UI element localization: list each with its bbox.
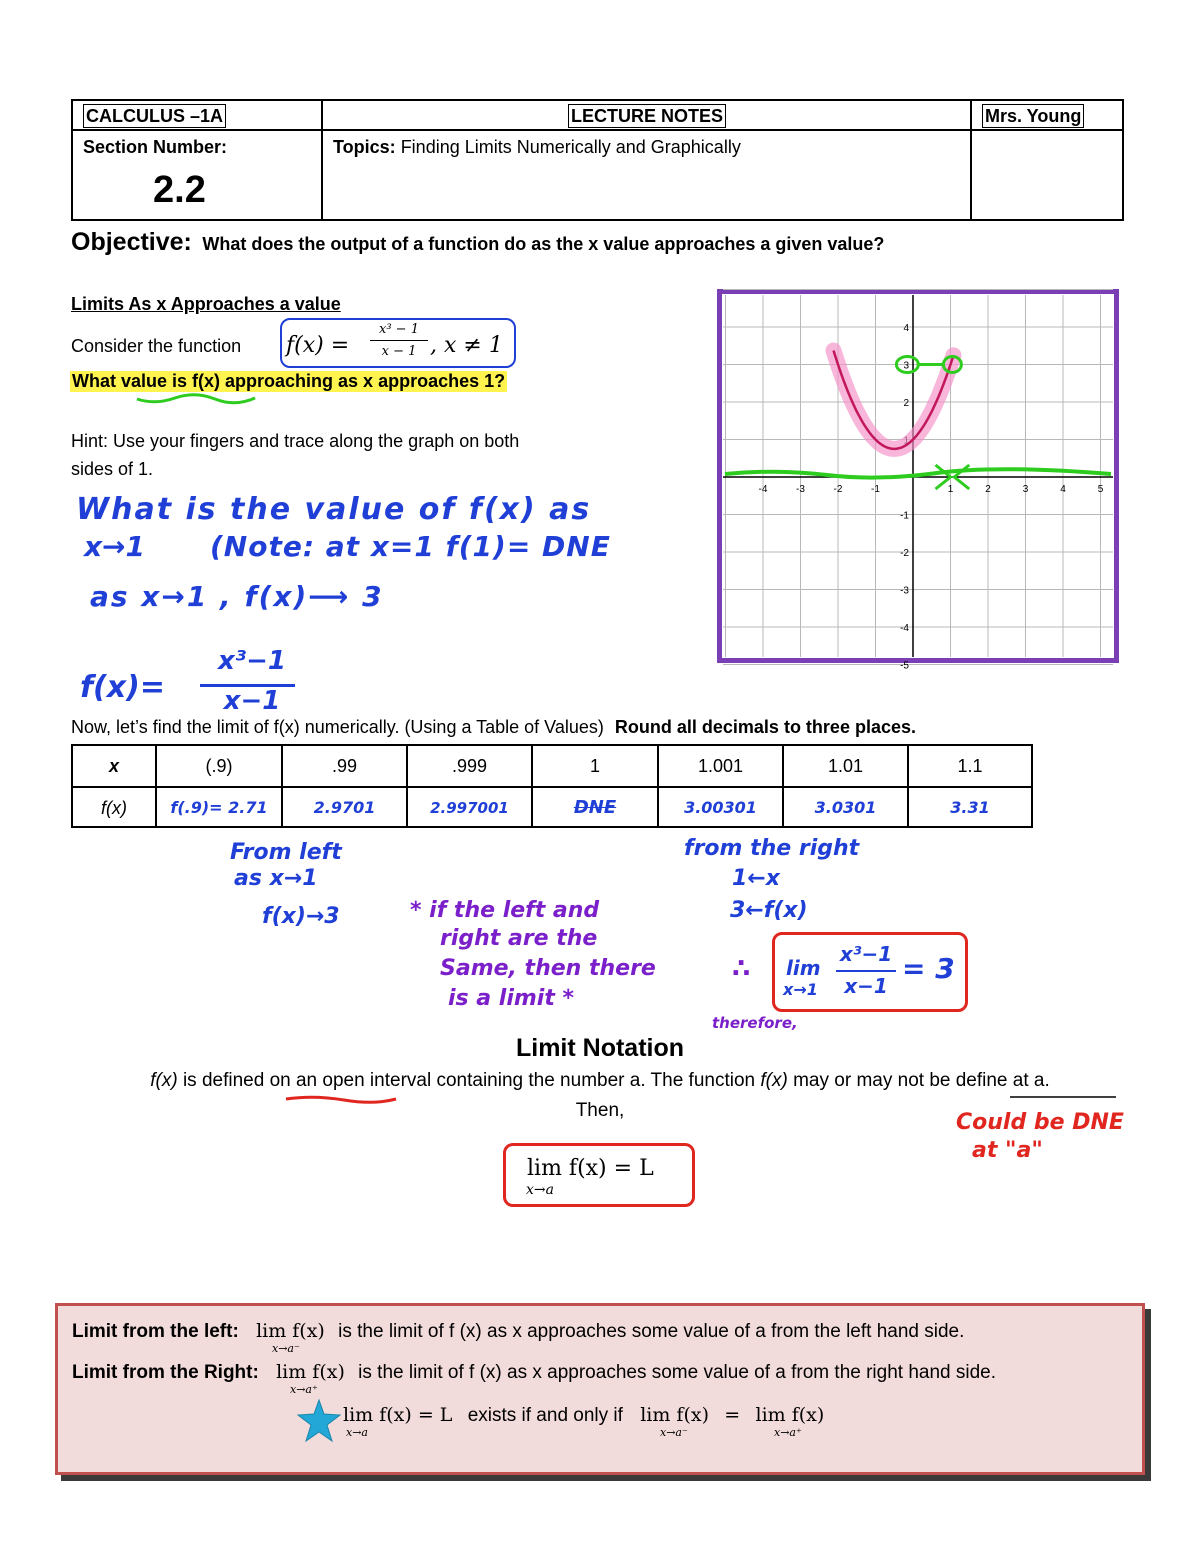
hw-fx-numerator: x³−1 <box>217 646 287 676</box>
summary-exists-text: exists if and only if <box>467 1405 623 1426</box>
header-cell-course <box>73 101 323 219</box>
summary-exists-expr: lim f(x) = L <box>343 1404 453 1426</box>
y-tick-label: 4 <box>903 323 909 334</box>
table-of-values <box>71 744 1033 828</box>
table-cell-x-6: 1.01 <box>784 746 909 786</box>
topics-text: Finding Limits Numerically and Graphically <box>400 137 741 157</box>
summary-right-text: is the limit of f (x) as x approaches some value of a from the right hand side. <box>358 1362 997 1383</box>
x-tick-label: 5 <box>1097 484 1104 495</box>
table-header-x: x <box>73 746 157 786</box>
hw-boxed-lim: lim <box>786 956 821 980</box>
y-tick-label: 2 <box>903 398 909 409</box>
objective <box>71 228 884 257</box>
function-fraction-bar <box>370 340 428 341</box>
summary-right-sub: x→a⁺ <box>290 1383 318 1396</box>
hint-line-1: Hint: Use your fingers and trace along the graph on both <box>71 431 520 451</box>
table-cell-fx-2: 2.9701 <box>283 788 408 828</box>
summary-left-text: is the limit of f (x) as x approaches some value of a from the left hand side. <box>338 1321 965 1342</box>
summary-left-label: Limit from the left: <box>72 1321 239 1342</box>
hw-question-line1: What is the value of f(x) as <box>76 492 592 527</box>
table-cell-x-3: .999 <box>408 746 533 786</box>
function-lhs: f(x) = <box>286 333 350 358</box>
table-cell-x-1: (.9) <box>157 746 283 786</box>
table-cell-fx-4: DNE <box>533 788 659 828</box>
round-note: Round all decimals to three places. <box>614 717 916 737</box>
hw-could-be-dne-1: Could be DNE <box>956 1110 1124 1135</box>
star-icon <box>296 1398 342 1444</box>
summary-left-row <box>72 1320 964 1343</box>
def-fx-2: f(x) <box>760 1070 788 1091</box>
y-tick-label: -1 <box>900 510 909 522</box>
hw-star-note-1: * if the left and <box>410 898 600 923</box>
hw-therefore: therefore, <box>712 1014 798 1032</box>
hw-from-left-2: as x→1 <box>234 866 318 891</box>
hw-from-left-3: f(x)→3 <box>262 904 340 929</box>
x-tick-label: 4 <box>1060 484 1066 495</box>
numeric-intro-line <box>71 717 916 738</box>
limit-summary-box <box>55 1303 1145 1475</box>
hint-line-2: sides of 1. <box>71 459 154 479</box>
summary-left-sub: x→a⁻ <box>272 1342 300 1355</box>
table-cell-fx-7: 3.31 <box>950 798 990 817</box>
x-tick-label: -4 <box>758 484 768 495</box>
y-tick-label: 3 <box>903 360 909 372</box>
summary-exists-sub: x→a <box>346 1426 368 1439</box>
table-cell-x-7: 1.1 <box>957 756 983 776</box>
table-cell-x-5: 1.001 <box>659 746 784 786</box>
x-tick-label: 2 <box>985 484 991 495</box>
table-cell-fx-5: 3.00301 <box>659 788 784 828</box>
x-tick-label: -2 <box>833 484 843 495</box>
hw-boxed-num: x³−1 <box>839 942 893 966</box>
x-tick-label: 1 <box>947 484 954 495</box>
summary-exists-eq: = <box>724 1404 741 1426</box>
function-condition: , x ≠ 1 <box>430 333 503 358</box>
hw-boxed-sub: x→1 <box>783 980 818 999</box>
table-cell-fx-3: 2.997001 <box>408 788 533 828</box>
def-text-3: may or may not be <box>787 1070 956 1091</box>
table-cell-x-2: .99 <box>283 746 408 786</box>
main-limit-subscript: x→a <box>526 1182 554 1198</box>
function-graph <box>717 289 1119 672</box>
def-text-2: containing the number a. The function <box>431 1070 761 1091</box>
y-tick-label: -2 <box>900 548 909 559</box>
y-tick-label: -3 <box>900 585 909 597</box>
hw-boxed-fraction-bar <box>836 970 896 972</box>
def-text-1: is defined on an <box>177 1070 323 1091</box>
y-tick-label: -5 <box>900 660 909 672</box>
hw-from-right-3: 3←f(x) <box>730 898 808 923</box>
topics-label: Topics: <box>333 137 396 157</box>
table-cell-fx-1: f(.9)= 2.71 <box>157 788 283 828</box>
notation-definition <box>0 1070 1200 1092</box>
limits-heading: Limits As x Approaches a value <box>71 294 341 314</box>
x-tick-label: -3 <box>796 484 805 495</box>
y-tick-label: -4 <box>900 623 909 634</box>
hw-question-line2b: (Note: at x=1 f(1)= DNE <box>210 530 611 563</box>
teacher-name: Mrs. Young <box>982 104 1084 128</box>
summary-exists-right: lim f(x) <box>755 1404 825 1426</box>
hw-from-right-2: 1←x <box>732 866 780 891</box>
table-row-fx <box>73 788 1031 828</box>
green-underline-mark <box>135 393 257 405</box>
hw-boxed-den: x−1 <box>844 974 888 998</box>
def-define-at-a: define at a. <box>955 1070 1050 1091</box>
hw-question-line3: as x→1 , f(x)⟶ 3 <box>90 580 384 613</box>
summary-right-row <box>72 1361 996 1384</box>
objective-text: What does the output of a function do as the x value approaches a given value? <box>202 234 885 254</box>
x-tick-label: -1 <box>871 484 880 495</box>
notes-title: LECTURE NOTES <box>568 104 726 128</box>
table-cell-fx-6: 3.0301 <box>784 788 909 828</box>
summary-right-label: Limit from the Right: <box>72 1362 259 1383</box>
objective-label: Objective: <box>71 228 192 256</box>
hw-star-note-2: right are the <box>440 926 598 951</box>
hw-star-note-4: is a limit * <box>448 986 575 1011</box>
summary-left-expr: lim f(x) <box>256 1320 325 1342</box>
consider-text: Consider the function <box>71 336 242 356</box>
therefore-dots-icon: ∴ <box>732 954 751 984</box>
section-label: Section Number: <box>83 137 228 157</box>
function-denominator: x − 1 <box>381 344 417 359</box>
topics-line <box>333 137 741 158</box>
summary-exists-right-sub: x→a⁺ <box>774 1426 802 1439</box>
table-header-fx: f(x) <box>73 788 157 828</box>
notation-then: Then, <box>575 1100 625 1121</box>
hw-star-note-3: Same, then there <box>440 956 656 981</box>
function-numerator: x³ − 1 <box>379 322 419 337</box>
section-number: 2.2 <box>153 169 206 211</box>
summary-exists-left: lim f(x) <box>640 1404 710 1426</box>
question-highlight: What value is f(x) approaching as x approaches 1? <box>72 371 506 391</box>
header-cell-topics <box>323 101 972 219</box>
hw-from-right-1: from the right <box>684 836 860 861</box>
def-open-interval: open interval <box>322 1070 432 1091</box>
notation-title: Limit Notation <box>515 1034 685 1062</box>
header-table <box>71 99 1124 221</box>
summary-exists-row <box>343 1404 824 1427</box>
hw-from-left-1: From left <box>230 840 342 865</box>
def-fx-1: f(x) <box>150 1070 178 1091</box>
table-cell-x-4: 1 <box>533 746 659 786</box>
numeric-intro: Now, let’s find the limit of f(x) numerically. (Using a Table of Values) <box>71 717 604 737</box>
hw-fx-denominator: x−1 <box>223 686 281 716</box>
hw-boxed-eq: = 3 <box>902 952 955 985</box>
y-tick-label: 1 <box>903 435 909 447</box>
main-limit-expression: lim f(x) = L <box>527 1156 654 1181</box>
hw-could-be-dne-2: at "a" <box>972 1138 1043 1163</box>
header-cell-teacher <box>972 101 1122 219</box>
hw-fx-lhs: f(x)= <box>80 670 165 705</box>
hw-question-line2a: x→1 <box>84 530 146 563</box>
x-tick-label: 3 <box>1022 484 1029 495</box>
summary-right-expr: lim f(x) <box>276 1361 345 1383</box>
summary-exists-left-sub: x→a⁻ <box>660 1426 688 1439</box>
table-row-x <box>73 746 1031 786</box>
course-title: CALCULUS –1A <box>83 104 226 128</box>
